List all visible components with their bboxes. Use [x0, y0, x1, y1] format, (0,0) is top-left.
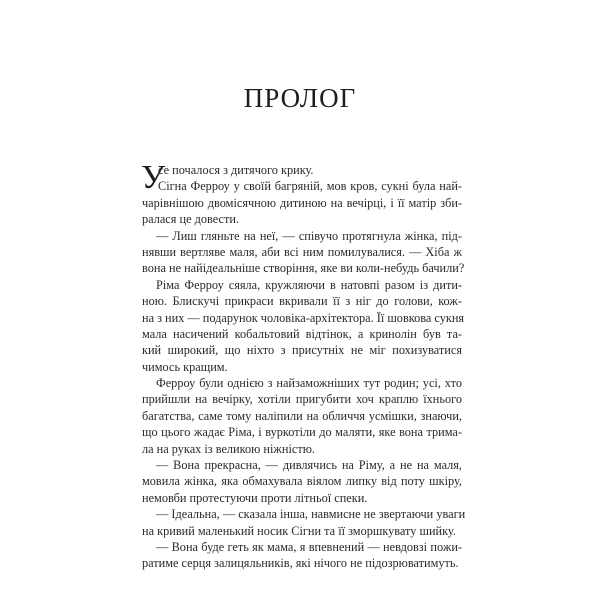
text-line: — Ідеальна, — сказала інша, навмисне не звертаючи уваги: [156, 507, 466, 522]
text-line: — Лиш гляньте на неї, — співучо протягнула жінка, під-: [156, 228, 462, 243]
text-line: немовби протестуючи проти літньої спеки.: [142, 490, 368, 505]
text-line: на з них — подарунок чоловіка-архітектора. Її шовкова сукня: [142, 310, 465, 325]
text-line: прийшли на вечірку, хотіли пригубити хоч краплю їхнього: [142, 392, 462, 407]
text-line: — Вона буде геть як мама, я впевнений — невдовзі пожи-: [156, 539, 462, 554]
text-line: мала насичений кобальтовий відтінок, а кринолін був та-: [142, 326, 462, 341]
drop-cap: У: [141, 159, 166, 196]
text-line: се почалося з дитячого крику.: [158, 163, 314, 177]
text-line: кий широкий, що ніхто з присутніх не міг похизуватися: [142, 343, 462, 358]
text-line: вона не найідеальніше створіння, яке ви коли-небудь бачили?: [142, 261, 465, 276]
text-line: багатства, саме тому наліпили на обличчя усмішки, знаючи,: [142, 408, 462, 423]
text-line: ла на руках із великою ніжністю.: [142, 441, 315, 456]
text-line: чарівнішою двомісячною дитиною на вечірці, і її матір зби-: [142, 195, 462, 210]
chapter-body: [141, 159, 466, 572]
text-line: Ферроу були однією з найзаможніших тут родин; усі, хто: [156, 376, 462, 391]
text-line: — Вона прекрасна, — дивлячись на Ріму, а не на маля,: [156, 458, 462, 473]
text-line: мовила жінка, яка обмахувала віялом липку від поту шкіру,: [142, 474, 462, 489]
text-line: ратиме серця залицяльників, які нічого не підозрюватимуть.: [142, 556, 459, 571]
text-line: на кривий маленький носик Сігни та її зморшкувату шийку.: [142, 523, 456, 538]
text-line: ною. Блискучі прикраси вкривали її з ніг до голови, кож-: [142, 294, 462, 309]
text-line: що цього жадає Ріма, і вуркотіли до маляти, яке вона трима-: [142, 425, 462, 440]
text-line: Ріма Ферроу сяяла, кружляючи в натовпі разом із дити-: [156, 277, 462, 292]
text-line: ралася це довести.: [142, 212, 240, 227]
chapter-title: ПРОЛОГ: [243, 83, 357, 113]
text-line: нявши вертляве маля, аби всі ним помилувалися. — Хіба ж: [142, 244, 462, 259]
text-line: чимось кращим.: [142, 359, 228, 374]
text-line: Сігна Ферроу у своїй багряній, мов кров, сукні була най-: [158, 179, 462, 194]
